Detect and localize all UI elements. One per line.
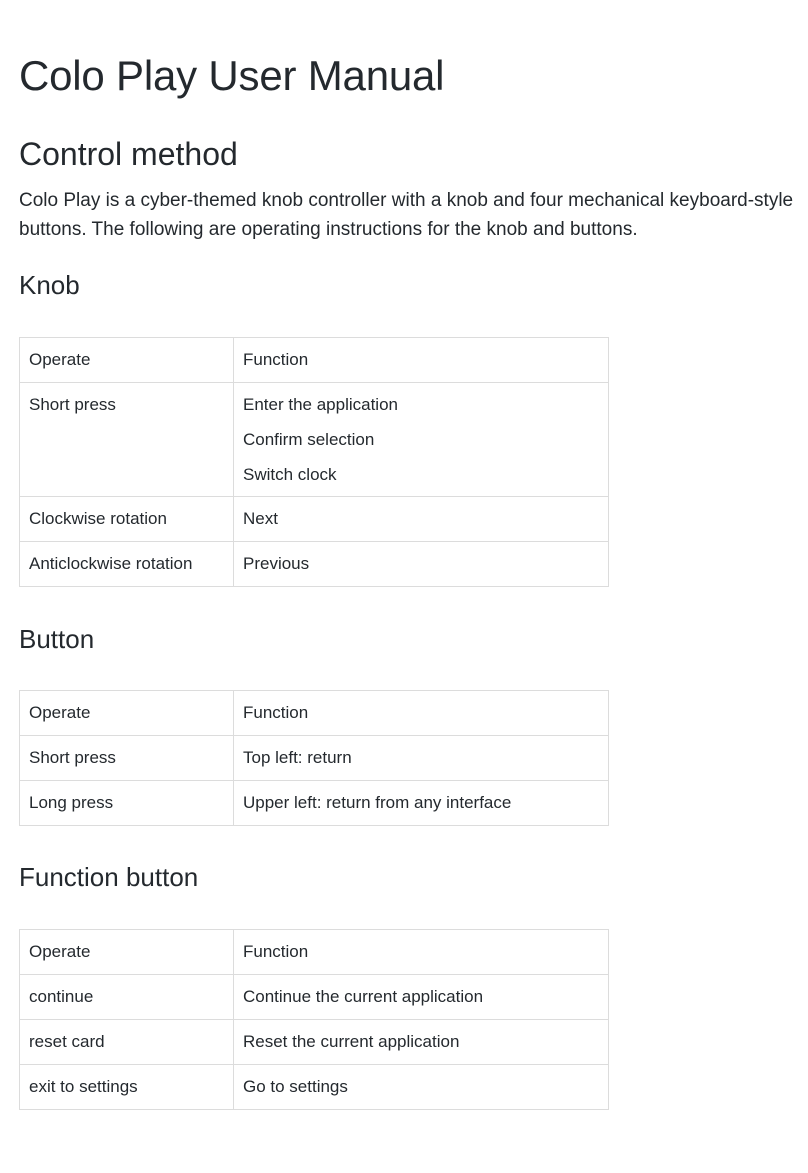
- table-header-row: [20, 338, 609, 383]
- table-cell: Anticlockwise rotation: [20, 542, 234, 587]
- function-line: Switch clock: [243, 465, 337, 484]
- function-button-table: [19, 929, 609, 1110]
- knob-table: [19, 337, 609, 587]
- table-row: [20, 1020, 609, 1065]
- table-cell: Short press: [20, 383, 234, 497]
- table-row: [20, 975, 609, 1020]
- table-header-row: [20, 691, 609, 736]
- table-cell: exit to settings: [20, 1065, 234, 1110]
- function-button-heading: Function button: [19, 862, 199, 892]
- knob-heading: Knob: [19, 270, 80, 300]
- table-cell: Top left: return: [234, 736, 609, 781]
- table-cell: Clockwise rotation: [20, 497, 234, 542]
- table-cell: reset card: [20, 1020, 234, 1065]
- table-header-cell: Operate: [20, 930, 234, 975]
- function-line: Confirm selection: [243, 430, 375, 449]
- table-cell: Next: [234, 497, 609, 542]
- table-header-cell: Function: [234, 691, 609, 736]
- table-cell: Upper left: return from any interface: [234, 781, 609, 826]
- table-cell: Long press: [20, 781, 234, 826]
- table-header-cell: Operate: [20, 338, 234, 383]
- table-cell: continue: [20, 975, 234, 1020]
- table-header-row: [20, 930, 609, 975]
- table-cell: [234, 383, 609, 497]
- table-cell: Previous: [234, 542, 609, 587]
- page-title: Colo Play User Manual: [19, 52, 445, 99]
- table-header-cell: Function: [234, 930, 609, 975]
- button-table: [19, 690, 609, 826]
- table-cell: Continue the current application: [234, 975, 609, 1020]
- table-header-cell: Operate: [20, 691, 234, 736]
- table-row: [20, 542, 609, 587]
- table-header-cell: Function: [234, 338, 609, 383]
- table-row: [20, 781, 609, 826]
- control-method-heading: Control method: [19, 136, 238, 172]
- button-heading: Button: [19, 624, 95, 654]
- table-cell: Reset the current application: [234, 1020, 609, 1065]
- table-cell: Short press: [20, 736, 234, 781]
- table-row: [20, 383, 609, 497]
- table-row: [20, 1065, 609, 1110]
- control-method-paragraph: Colo Play is a cyber-themed knob controller with a knob and four mechanical keyboard-style buttons. The following are operating instructions for the knob and buttons.: [19, 190, 794, 240]
- function-line: Enter the application: [243, 395, 398, 414]
- table-row: [20, 736, 609, 781]
- table-row: [20, 497, 609, 542]
- table-cell: Go to settings: [234, 1065, 609, 1110]
